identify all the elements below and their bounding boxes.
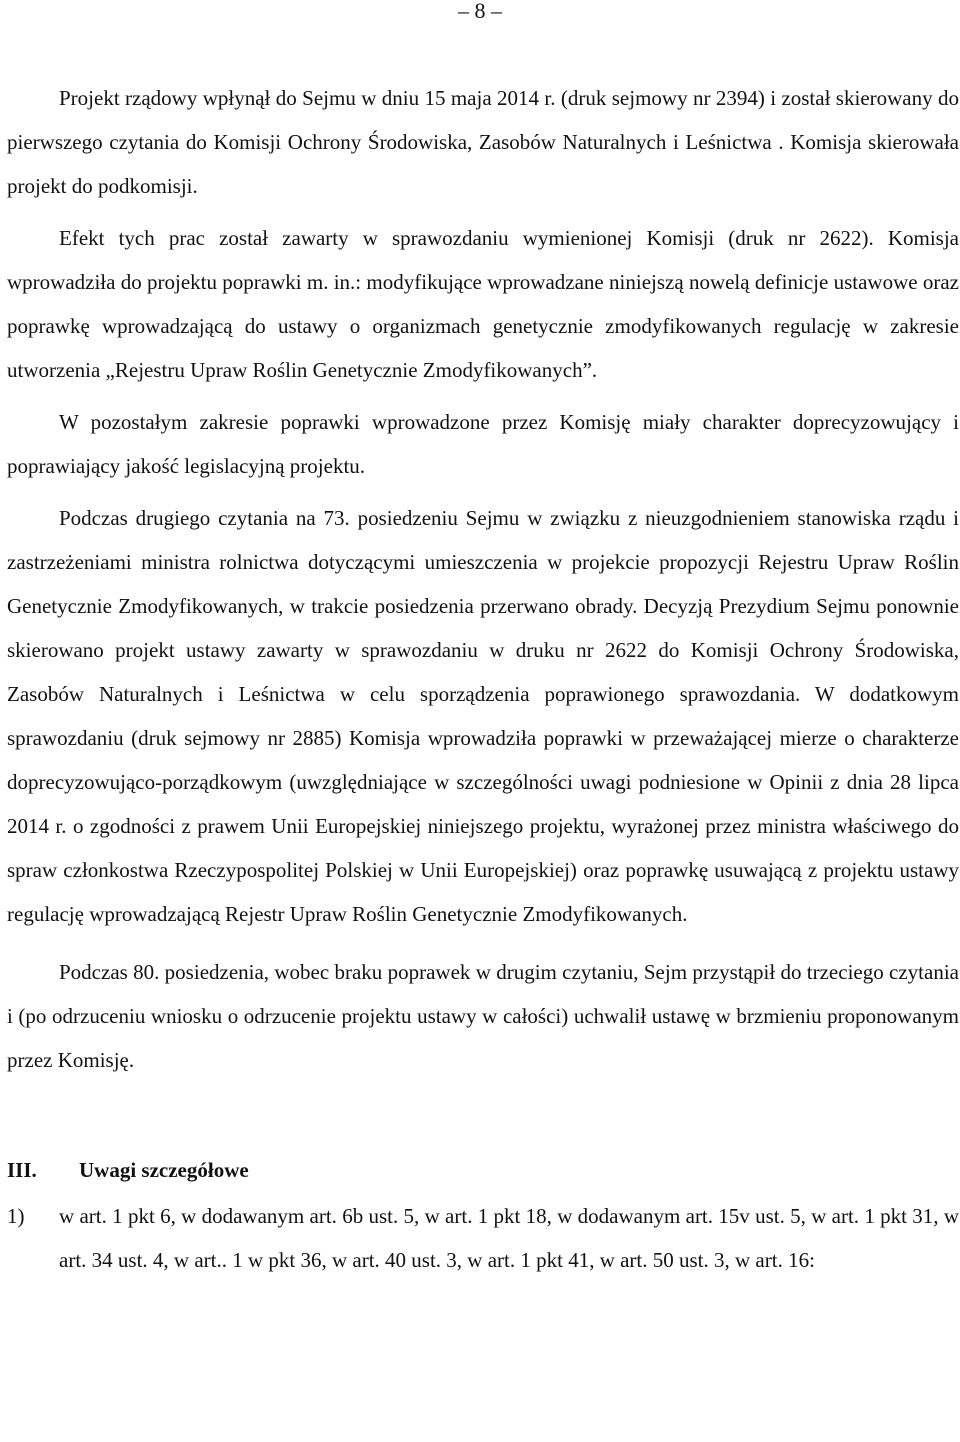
paragraph-1: Projekt rządowy wpłynął do Sejmu w dniu 15 maja 2014 r. (druk sejmowy nr 2394) i został skierowany do pierwszego czytania do Komisji Ochrony Środowiska, Zasobów Naturalnych i Leśnictwa . Komisja skierowała projekt do podkomisji. [7,86,959,198]
section-heading [7,1148,959,1192]
paragraph-4: Podczas drugiego czytania na 73. posiedzeniu Sejmu w związku z nieuzgodnieniem stanowiska rządu i zastrzeżeniami ministra rolnictwa dotyczącymi umieszczenia w projekcie propozycji Rejestru Upraw Roślin Genetycznie Zmodyfikowanych, w trakcie posiedzenia przerwano obrady. Decyzją Prezydium Sejmu ponownie skierowano projekt ustawy zawarty w sprawozdaniu w druku nr 2622 do Komisji Ochrony Środowiska, Zasobów Naturalnych i Leśnictwa w celu sporządzenia poprawionego sprawozdania. W dodatkowym sprawozdaniu (druk sejmowy nr 2885) Komisja wprowadziła poprawki w przeważającej mierze o charakterze doprecyzowująco-porządkowym (uwzględniające w szczególności uwagi podniesione w Opinii z dnia 28 lipca 2014 r. o zgodności z prawem Unii Europejskiej niniejszego projektu, wyrażonej przez ministra właściwego do spraw członkostwa Rzeczypospolitej Polskiej w Unii Europejskiej) oraz poprawkę usuwającą z projektu ustawy regulację wprowadzającą Rejestr Upraw Roślin Genetycznie Zmodyfikowanych. [7,506,959,926]
page-number: – 8 – [458,0,502,23]
list-item-text: w art. 1 pkt 6, w dodawanym art. 6b ust. 5, w art. 1 pkt 18, w dodawanym art. 15v ust. 5, w art. 1 pkt 31, w art. 34 ust. 4, w art.. 1 w pkt 36, w art. 40 ust. 3, w art. 1 pkt 41, w art. 50 ust. 3, w art. 16: [59,1204,959,1272]
document-body [7,76,959,1282]
section-number: III. [7,1158,37,1182]
paragraph-3: W pozostałym zakresie poprawki wprowadzone przez Komisję miały charakter doprecyzowujący i poprawiający jakość legislacyjną projektu. [7,410,959,478]
list-item-number: 1) [7,1204,25,1228]
list-item [7,1194,959,1282]
section-title: Uwagi szczegółowe [79,1158,249,1182]
paragraph-2: Efekt tych prac został zawarty w sprawozdaniu wymienionej Komisji (druk nr 2622). Komisja wprowadziła do projektu poprawki m. in.: modyfikujące wprowadzane niniejszą nowelą definicje ustawowe oraz poprawkę wprowadzającą do ustawy o organizmach genetycznie zmodyfikowanych regulację w zakresie utworzenia „Rejestru Upraw Roślin Genetycznie Zmodyfikowanych”. [7,226,959,382]
paragraph-5: Podczas 80. posiedzenia, wobec braku poprawek w drugim czytaniu, Sejm przystąpił do trzeciego czytania i (po odrzuceniu wniosku o odrzucenie projektu ustawy w całości) uchwalił ustawę w brzmieniu proponowanym przez Komisję. [7,960,959,1072]
